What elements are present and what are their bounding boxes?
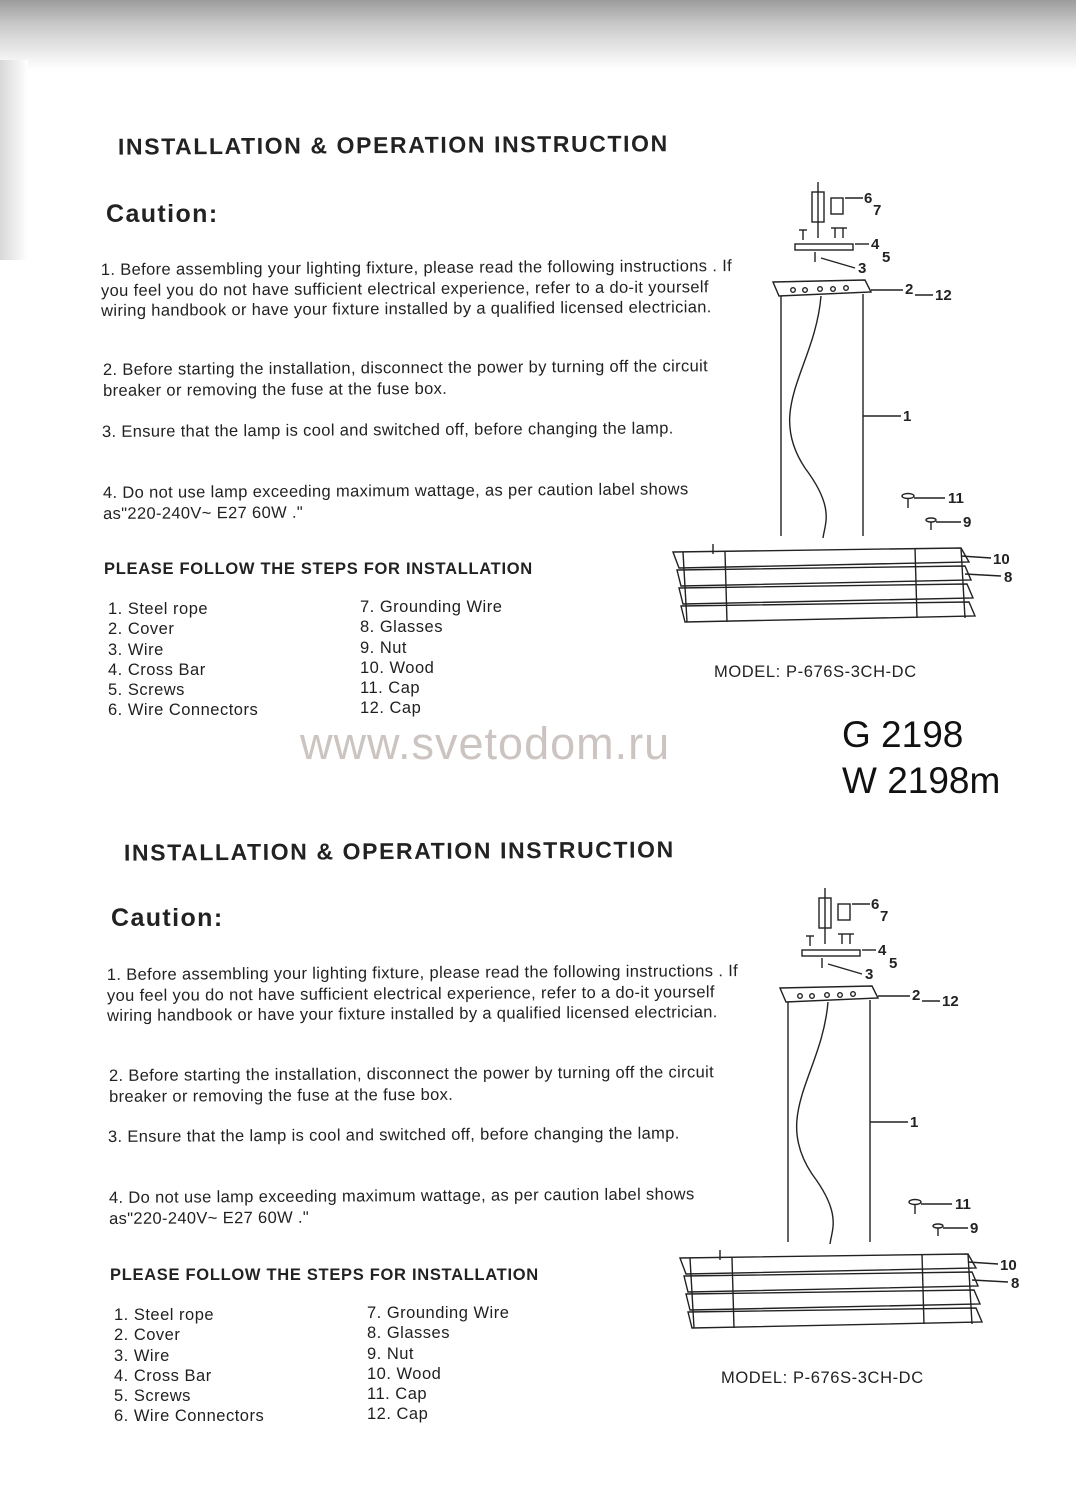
callout-11: 11 [955, 1196, 971, 1213]
grounding-wire-part [838, 904, 850, 920]
fixture-diagram [672, 884, 1032, 1344]
step-item: 4. Cross Bar [108, 660, 206, 679]
model-label: MODEL: P-676S-3CH-DC [714, 663, 917, 681]
step-item: 7. Grounding Wire [367, 1304, 510, 1322]
step-item: 6. Wire Connectors [108, 701, 259, 720]
step-item: 4. Cross Bar [114, 1366, 212, 1385]
callout-12: 12 [942, 993, 959, 1010]
callout-12: 12 [935, 287, 952, 304]
step-item: 9. Nut [360, 638, 408, 657]
callout-2: 2 [905, 281, 914, 298]
product-code-w: W 2198m [842, 760, 1001, 801]
caution-paragraph-1: 1. Before assembling your lighting fixture, please read the following instructions . If you feel you do not have sufficient electrical experience, refer to a do-it yourself wiring handbook or have your fixture installed by a qualified licensed electrician. [106, 962, 739, 1025]
caution-heading: Caution: [111, 904, 224, 932]
callout-6: 6 [871, 896, 880, 913]
steps-heading: PLEASE FOLLOW THE STEPS FOR INSTALLATION [104, 560, 533, 578]
step-item: 6. Wire Connectors [114, 1407, 265, 1426]
instruction-block-1 [0, 0, 1076, 740]
caution-paragraph-3: 3. Ensure that the lamp is cool and switched off, before changing the lamp. [107, 1124, 680, 1146]
callout-1: 1 [910, 1114, 919, 1131]
step-item: 1. Steel rope [114, 1306, 215, 1324]
callout-2: 2 [912, 987, 921, 1004]
callout-11: 11 [948, 490, 964, 507]
steps-list-right [360, 597, 502, 719]
callout-3: 3 [858, 260, 867, 277]
callout-6: 6 [864, 190, 873, 207]
grounding-wire-part [831, 198, 843, 214]
step-item: 7. Grounding Wire [360, 598, 503, 616]
callout-5: 5 [882, 249, 891, 266]
caution-paragraph-1: 1. Before assembling your lighting fixture, please read the following instructions . If you feel you do not have sufficient electrical experience, refer to a do-it yourself wiring handbook or have your fixture installed by a qualified licensed electrician. [100, 257, 733, 320]
callout-8: 8 [1004, 569, 1013, 586]
caution-paragraph-4: 4. Do not use lamp exceeding maximum wattage, as per caution label shows as"220-240V~ E27 60W ." [108, 1185, 695, 1228]
callout-4: 4 [878, 942, 887, 959]
callout-7: 7 [873, 202, 882, 219]
step-item: 2. Cover [114, 1326, 181, 1345]
callout-9: 9 [970, 1220, 979, 1237]
step-item: 10. Wood [360, 658, 435, 677]
fixture-diagram [665, 178, 1025, 638]
callout-10: 10 [1000, 1257, 1017, 1274]
caution-heading: Caution: [106, 200, 219, 228]
section-title: INSTALLATION & OPERATION INSTRUCTION [123, 836, 675, 866]
cross-bar-part [802, 950, 860, 956]
step-item: 5. Screws [108, 681, 185, 700]
caution-paragraph-2: 2. Before starting the installation, disconnect the power by turning off the circuit breaker or removing the fuse at the fuse box. [102, 357, 709, 400]
callout-10: 10 [993, 551, 1010, 568]
instruction-block-2 [0, 706, 1076, 1446]
step-item: 12. Cap [367, 1405, 429, 1424]
website-watermark: www.svetodom.ru [300, 718, 671, 769]
step-item: 11. Cap [367, 1385, 428, 1404]
steps-list-left [114, 1305, 264, 1427]
callout-3: 3 [865, 966, 874, 983]
step-item: 12. Cap [360, 699, 422, 718]
step-item: 5. Screws [114, 1387, 191, 1406]
step-item: 8. Glasses [360, 618, 443, 637]
step-item: 11. Cap [360, 679, 421, 698]
steps-heading: PLEASE FOLLOW THE STEPS FOR INSTALLATION [110, 1266, 539, 1284]
step-item: 10. Wood [367, 1364, 442, 1383]
section-title: INSTALLATION & OPERATION INSTRUCTION [117, 130, 669, 160]
caution-paragraph-2: 2. Before starting the installation, disconnect the power by turning off the circuit breaker or removing the fuse at the fuse box. [108, 1063, 715, 1106]
steps-list-left [108, 599, 258, 721]
step-item: 3. Wire [114, 1346, 170, 1365]
callout-4: 4 [871, 236, 880, 253]
cross-bar-part [795, 244, 853, 250]
callout-8: 8 [1011, 1275, 1020, 1292]
caution-paragraph-3: 3. Ensure that the lamp is cool and switched off, before changing the lamp. [101, 419, 674, 441]
callout-7: 7 [880, 908, 889, 925]
step-item: 1. Steel rope [108, 600, 209, 618]
step-item: 9. Nut [367, 1344, 415, 1363]
product-code-g: G 2198 [842, 714, 964, 755]
callout-9: 9 [963, 514, 972, 531]
callout-1: 1 [903, 408, 912, 425]
model-label: MODEL: P-676S-3CH-DC [721, 1369, 924, 1387]
callout-5: 5 [889, 955, 898, 972]
step-item: 3. Wire [108, 640, 164, 659]
step-item: 8. Glasses [367, 1324, 450, 1343]
step-item: 2. Cover [108, 620, 175, 639]
caution-paragraph-4: 4. Do not use lamp exceeding maximum wattage, as per caution label shows as"220-240V~ E27 60W ." [102, 480, 689, 523]
steps-list-right [367, 1303, 509, 1425]
